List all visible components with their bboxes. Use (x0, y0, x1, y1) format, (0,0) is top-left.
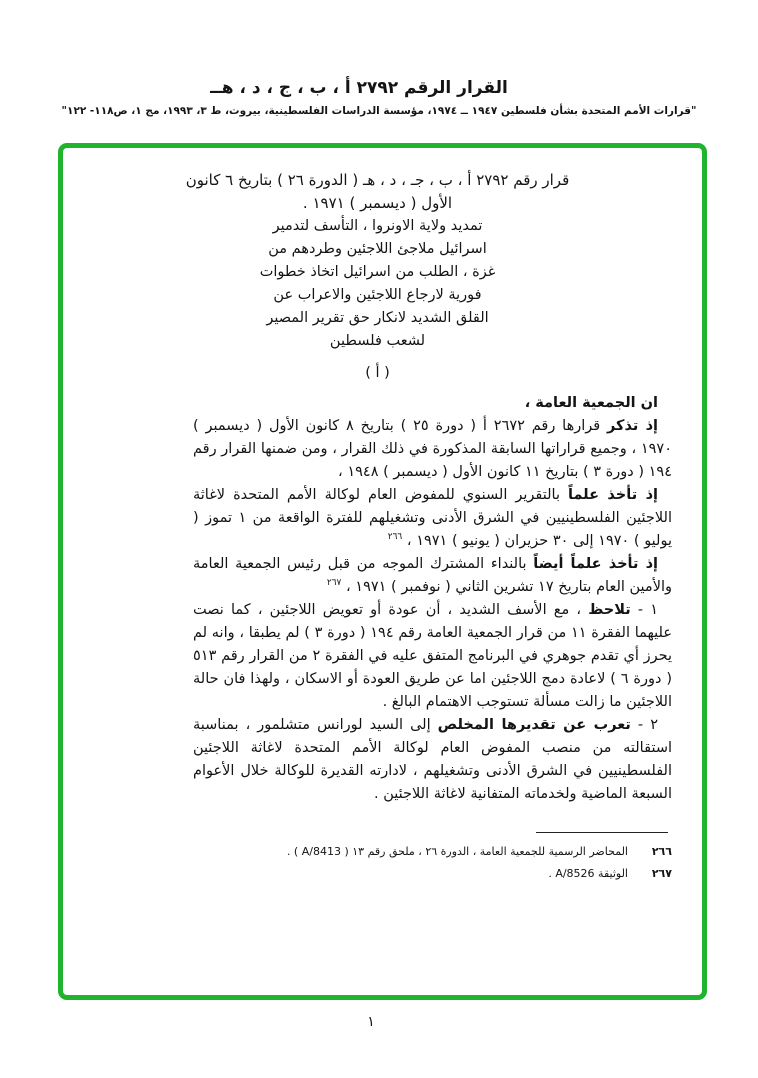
paragraph-number: ١ - (630, 602, 659, 618)
footnote-ref: ٢٦٦ (387, 532, 403, 543)
paragraph-text: بالنداء المشترك الموجه من قبل رئيس الجمعية العامة والأمين العام بتاريخ ١٧ تشرين الثاني ( نوفمبر ) ١٩٧١ ، (193, 556, 672, 595)
paragraph-lead: تلاحظ (588, 602, 631, 618)
section-marker: ( أ ) (365, 365, 390, 381)
paragraph (193, 415, 672, 484)
paragraph (193, 553, 672, 599)
paragraph-text: قرارها رقم ٢٦٧٢ أ ( دورة ٢٥ ) بتاريخ ٨ كانون الأول ( ديسمبر ) ١٩٧٠ ، وجميع قراراتها السابقة المذكورة في ذلك القرار ، ومن ضمنها القرار رقم ١٩٤ ( دورة ٣ ) بتاريخ ١١ كانون الأول ( ديسمبر ) ١٩٤٨ ، (193, 418, 672, 480)
paragraph-lead: إذ تذكر (607, 418, 658, 434)
paragraph-lead: تعرب عن تقديرها المخلص (437, 717, 631, 733)
source-citation: "قرارات الأمم المتحدة بشأن فلسطين ١٩٤٧ ــ ١٩٧٤، مؤسسة الدراسات الفلسطينية، بيروت، ط ٣، ١٩٩٣، مج ١، ص١١٨- ١٢٢" (61, 105, 697, 117)
resolution-subtitle-line: لشعب فلسطين (329, 333, 426, 349)
resolution-body (63, 148, 702, 995)
footnote-separator (536, 832, 668, 833)
paragraph (193, 714, 672, 806)
paragraph-lead: إذ تأخذ علماً أيضاً (533, 556, 658, 572)
resolution-title-line: قرار رقم ٢٧٩٢ أ ، ب ، جـ ، د ، هـ ( الدورة ٢٦ ) بتاريخ ٦ كانون (185, 171, 570, 189)
paragraph-lead: إذ تأخذ علماً (568, 487, 658, 503)
footnote (193, 841, 672, 863)
paragraph-text: إلى السيد لورانس متشلمور ، بمناسبة استقالته من منصب المفوض العام لوكالة الأمم المتحدة لاغاثة اللاجئين الفلسطينيين في الشرق الأدنى وتشغيلهم ، لادارته القديرة للوكالة خلال الأعوام السبعة الماضية ولخدماته المتفانية لاغاثة اللاجئين . (193, 717, 672, 802)
highlight-box (58, 143, 707, 1000)
resolution-subtitle-line: القلق الشديد لانكار حق تقرير المصير (266, 310, 489, 326)
resolution-subtitle-line: اسرائيل ملاجئ اللاجئين وطردهم من (268, 241, 487, 257)
footnote-number: ٢٦٦ (651, 845, 672, 858)
footnote-text: المحاضر الرسمية للجمعية العامة ، الدورة ٢٦ ، ملحق رقم ١٣ ( A/8413 ) . (286, 845, 628, 858)
page-number: ١ (367, 1014, 375, 1030)
page-header-title: القرار الرقم ٢٧٩٢ أ ، ب ، ج ، د ، هــ (210, 78, 508, 98)
resolution-subtitle-line: تمديد ولاية الاونروا ، التأسف لتدمير (272, 218, 483, 234)
preamble-opening: ان الجمعية العامة ، (524, 395, 658, 411)
paragraph (193, 599, 672, 714)
paragraph-text: بالتقرير السنوي للمفوض العام لوكالة الأمم المتحدة لاغاثة اللاجئين الفلسطينيين في الشرق الأدنى وتشغيلهم للفترة الواقعة من ١ تموز ( يوليو ) ١٩٧٠ إلى ٣٠ حزيران ( يونيو ) ١٩٧١ ، (193, 487, 672, 549)
footnote-number: ٢٦٧ (651, 867, 672, 880)
footnote-text: الوثيقة A/8526 . (548, 867, 628, 880)
paragraph-number: ٢ - (630, 717, 659, 733)
resolution-subtitle-line: فورية لارجاع اللاجئين والاعراب عن (273, 287, 482, 303)
footnote (193, 863, 672, 885)
resolution-subtitle-line: غزة ، الطلب من اسرائيل اتخاذ خطوات (259, 264, 496, 280)
paragraph (193, 484, 672, 553)
paragraph-text: ، مع الأسف الشديد ، أن عودة أو تعويض اللاجئين ، كما نصت عليهما الفقرة ١١ من قرار الجمعية العامة رقم ١٩٤ ( دورة ٣ ) لم يطبقا ، وانه لم يحرز أي تقدم جوهري في البرنامج المتفق عليه في الفقرة ٢ من القرار رقم ٥١٣ ( دورة ٦ ) لاعادة دمج اللاجئين اما عن طريق العودة أو الاسكان ، ولهذا فان حالة اللاجئين ما زالت مسألة تستوجب الاهتمام البالغ . (193, 602, 673, 710)
footnote-ref: ٢٦٧ (326, 578, 342, 589)
resolution-title-line: الأول ( ديسمبر ) ١٩٧١ . (302, 194, 453, 212)
